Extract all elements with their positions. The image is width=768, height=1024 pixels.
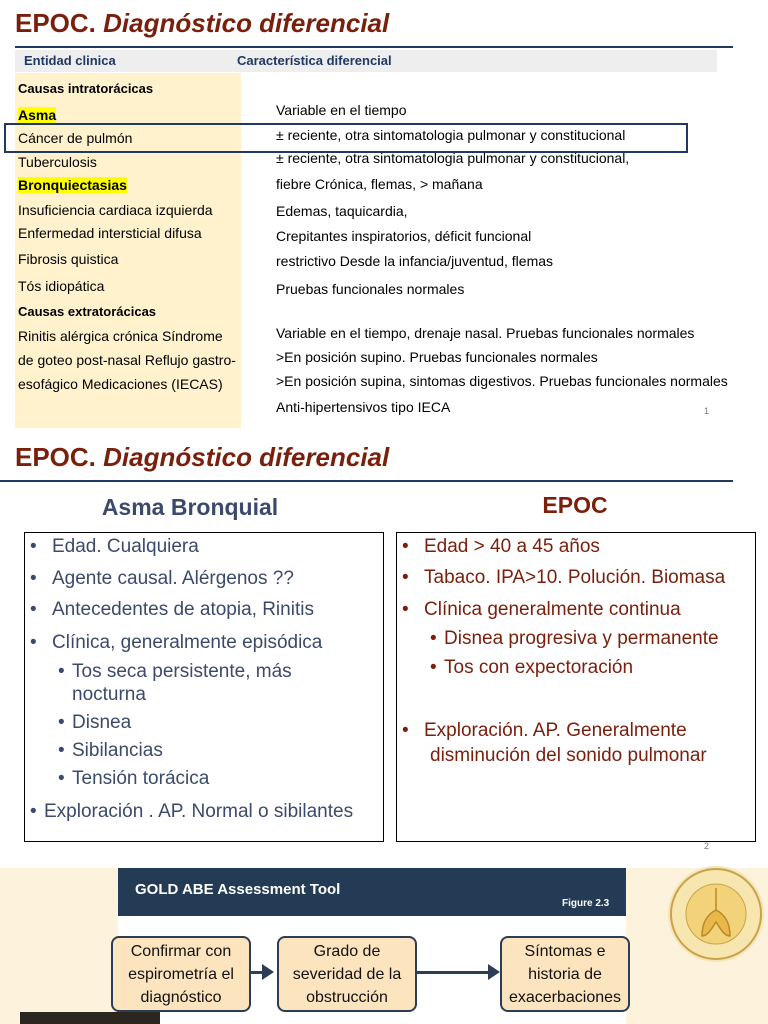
asma-item: • Antecedentes de atopia, Rinitis bbox=[30, 599, 314, 620]
asma-subitem: • Tos seca persistente, más bbox=[58, 661, 292, 682]
epoc-item: • Clínica generalmente continua bbox=[402, 599, 681, 620]
asma-subitem: • Sibilancias bbox=[58, 740, 163, 761]
flow-step-severity-label: Grado de severidad de la obstrucción bbox=[292, 943, 402, 1006]
char-bronquiectasias: fiebre Crónica, flemas, > mañana bbox=[276, 176, 483, 192]
flow-step-confirm bbox=[111, 936, 251, 1012]
epoc-subitem: • Disnea progresiva y permanente bbox=[430, 628, 719, 649]
asma-item: • Agente causal. Alérgenos ?? bbox=[30, 568, 294, 589]
slide2-title-bold: EPOC. bbox=[15, 442, 96, 472]
char-rinitis: Variable en el tiempo, drenaje nasal. Pruebas funcionales normales bbox=[276, 325, 695, 341]
title-rule-2 bbox=[0, 480, 733, 482]
title-rule bbox=[15, 46, 733, 48]
flow-arrow-2 bbox=[415, 971, 489, 974]
epoc-item: • Exploración. AP. Generalmente bbox=[402, 720, 687, 741]
flow-arrow-2-head bbox=[488, 964, 500, 980]
entity-fibrosis: Fibrosis quistica bbox=[18, 251, 119, 267]
slide2-title bbox=[15, 442, 389, 473]
flow-step-symptoms bbox=[500, 936, 630, 1012]
header-entidad: Entidad clinica bbox=[24, 53, 116, 68]
category-extrathoracic: Causas extratorácicas bbox=[18, 304, 157, 319]
gold-panel-title: GOLD ABE Assessment Tool bbox=[135, 881, 341, 898]
gold-logo bbox=[668, 866, 764, 962]
epoc-column-title: EPOC bbox=[542, 492, 608, 518]
page-number-2: 2 bbox=[704, 841, 710, 851]
char-asma: Variable en el tiempo bbox=[276, 102, 407, 118]
flow-arrow-1 bbox=[249, 971, 263, 974]
asma-subitem: • Disnea bbox=[58, 712, 132, 733]
gold-logo-icon bbox=[668, 866, 764, 962]
flow-step-symptoms-label: Síntomas e historia de exacerbaciones bbox=[508, 943, 622, 1006]
entity-tos: Tós idiopática bbox=[18, 278, 105, 294]
char-tos: Pruebas funcionales normales bbox=[276, 281, 465, 297]
char-fibrosis: restrictivo Desde la infancia/juventud, flemas bbox=[276, 253, 554, 269]
entity-bronquiectasias: Bronquiectasias bbox=[18, 177, 127, 193]
slide1-title-bold: EPOC. bbox=[15, 8, 96, 38]
char-insuficiencia: Edemas, taquicardia, bbox=[276, 203, 408, 219]
char-tuberculosis: ± reciente, otra sintomatologia pulmonar y constitucional, bbox=[276, 150, 630, 166]
category-intrathoracic: Causas intratorácicas bbox=[18, 81, 154, 96]
epoc-subitem: • Tos con expectoración bbox=[430, 657, 634, 678]
entity-tuberculosis: Tuberculosis bbox=[18, 154, 97, 170]
char-cancer: ± reciente, otra sintomatologia pulmonar y constitucional bbox=[276, 127, 626, 143]
highlight-box bbox=[4, 123, 688, 153]
entity-intersticial: Enfermedad intersticial difusa bbox=[18, 225, 202, 241]
flow-step-severity bbox=[277, 936, 417, 1012]
entity-asma: Asma bbox=[18, 107, 57, 123]
asma-subitem-cont: nocturna bbox=[72, 684, 146, 705]
epoc-item: • Edad > 40 a 45 años bbox=[402, 536, 600, 557]
char-goteo: >En posición supino. Pruebas funcionales normales bbox=[276, 349, 598, 365]
entity-insuficiencia: Insuficiencia cardiaca izquierda bbox=[18, 202, 213, 218]
epoc-item: • Tabaco. IPA>10. Polución. Biomasa bbox=[402, 567, 726, 588]
header-caracteristica: Característica diferencial bbox=[237, 53, 392, 68]
epoc-item-cont: disminución del sonido pulmonar bbox=[430, 745, 707, 766]
flow-arrow-1-head bbox=[262, 964, 274, 980]
slide2-title-italic: Diagnóstico diferencial bbox=[103, 442, 390, 472]
asma-item: • Edad. Cualquiera bbox=[30, 536, 199, 557]
figure-label: Figure 2.3 bbox=[562, 898, 610, 909]
entity-extra-list: Rinitis alérgica crónica Síndrome de goteo post-nasal Reflujo gastro-esofágico Medicaciones (IECAS) bbox=[18, 328, 236, 392]
asma-item: • Exploración . AP. Normal o sibilantes bbox=[30, 801, 354, 822]
asma-column-title: Asma Bronquial bbox=[101, 494, 279, 520]
char-reflujo: >En posición supina, sintomas digestivos. Pruebas funcionales normales bbox=[276, 373, 728, 389]
char-medicaciones: Anti-hipertensivos tipo IECA bbox=[276, 399, 451, 415]
entity-cancer: Cáncer de pulmón bbox=[18, 130, 133, 146]
char-intersticial: Crepitantes inspiratorios, déficit funcional bbox=[276, 228, 532, 244]
flow-step-confirm-label: Confirmar con espirometría el diagnóstico bbox=[128, 943, 234, 1006]
slide1-title-italic: Diagnóstico diferencial bbox=[103, 8, 390, 38]
presenter-photo bbox=[20, 1012, 160, 1024]
page-number-1: 1 bbox=[704, 406, 710, 416]
slide1-title bbox=[15, 8, 389, 39]
asma-item: • Clínica, generalmente episódica bbox=[30, 632, 323, 653]
asma-subitem: • Tensión torácica bbox=[58, 768, 210, 789]
